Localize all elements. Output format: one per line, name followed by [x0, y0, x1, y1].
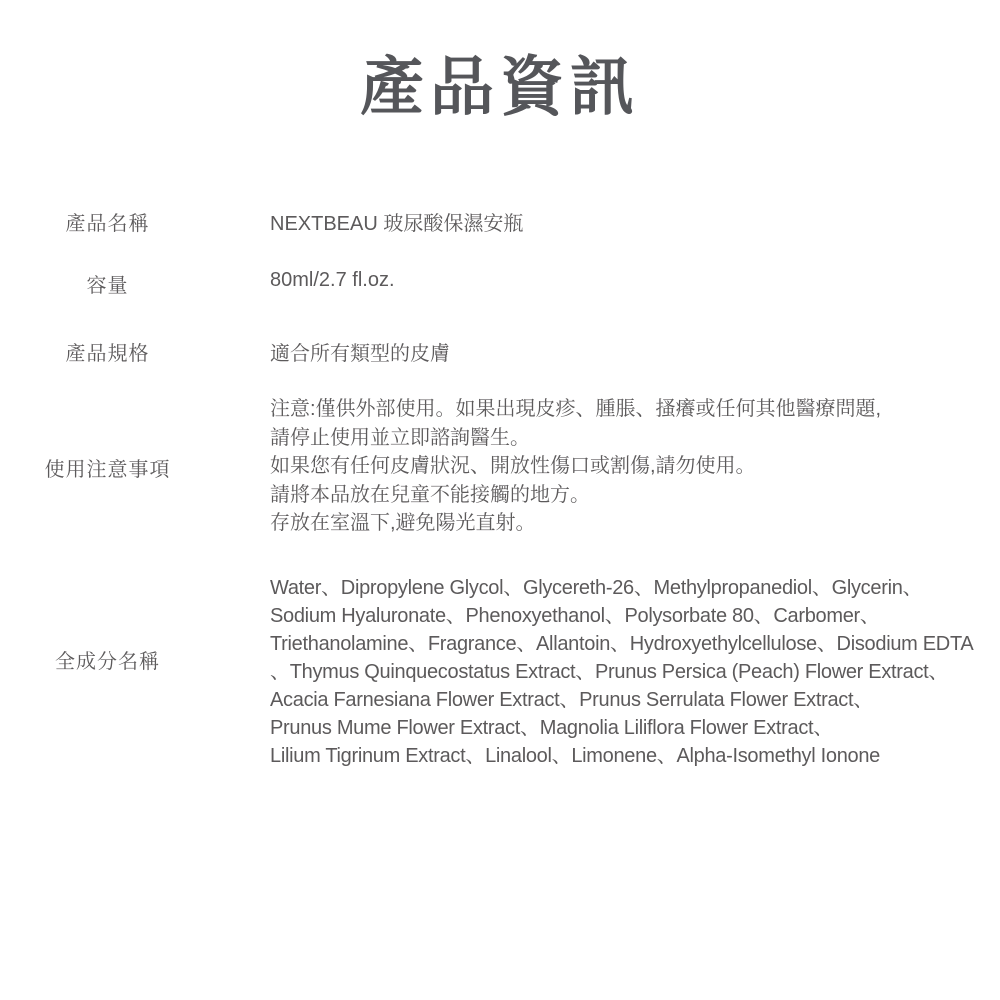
ingredient-line: Prunus Mume Flower Extract、Magnolia Liliflora Flower Extract、	[270, 717, 833, 739]
precaution-line: 如果您有任何皮膚狀況、開放性傷口或割傷,請勿使用。	[270, 455, 756, 477]
precaution-line: 注意:僅供外部使用。如果出現皮疹、腫脹、搔癢或任何其他醫療問題,	[270, 398, 882, 420]
precaution-line: 存放在室溫下,避免陽光直射。	[270, 512, 536, 534]
label-volume: 容量	[86, 275, 129, 297]
ingredient-line: 、Thymus Quinquecostatus Extract、Prunus Persica (Peach) Flower Extract、	[270, 661, 949, 683]
ingredient-line: Water、Dipropylene Glycol、Glycereth-26、Methylpropanediol、Glycerin、	[270, 577, 923, 599]
value-product-spec: 適合所有類型的皮膚	[270, 343, 450, 365]
precaution-line: 請停止使用並立即諮詢醫生。	[270, 426, 530, 449]
full-ingredients-text	[270, 574, 995, 770]
label-product-spec: 產品規格	[65, 343, 150, 365]
value-volume: 80ml/2.7 fl.oz.	[270, 269, 395, 291]
label-product-name: 產品名稱	[65, 213, 150, 235]
label-usage-precautions: 使用注意事項	[44, 459, 171, 481]
precaution-line: 請將本品放在兒童不能接觸的地方。	[270, 483, 590, 506]
ingredient-line: Triethanolamine、Fragrance、Allantoin、Hydroxyethylcellulose、Disodium EDTA	[270, 633, 974, 655]
ingredient-line: Sodium Hyaluronate、Phenoxyethanol、Polysorbate 80、Carbomer、	[270, 605, 880, 627]
page-title: 產品資訊	[360, 51, 640, 123]
ingredient-line: Acacia Farnesiana Flower Extract、Prunus Serrulata Flower Extract、	[270, 689, 873, 711]
value-product-name: NEXTBEAU 玻尿酸保濕安瓶	[270, 213, 524, 235]
ingredient-line: Lilium Tigrinum Extract、Linalool、Limonene、Alpha-Isomethyl Ionone	[270, 745, 880, 767]
label-full-ingredients: 全成分名稱	[55, 651, 160, 673]
usage-precautions-text	[270, 395, 995, 538]
